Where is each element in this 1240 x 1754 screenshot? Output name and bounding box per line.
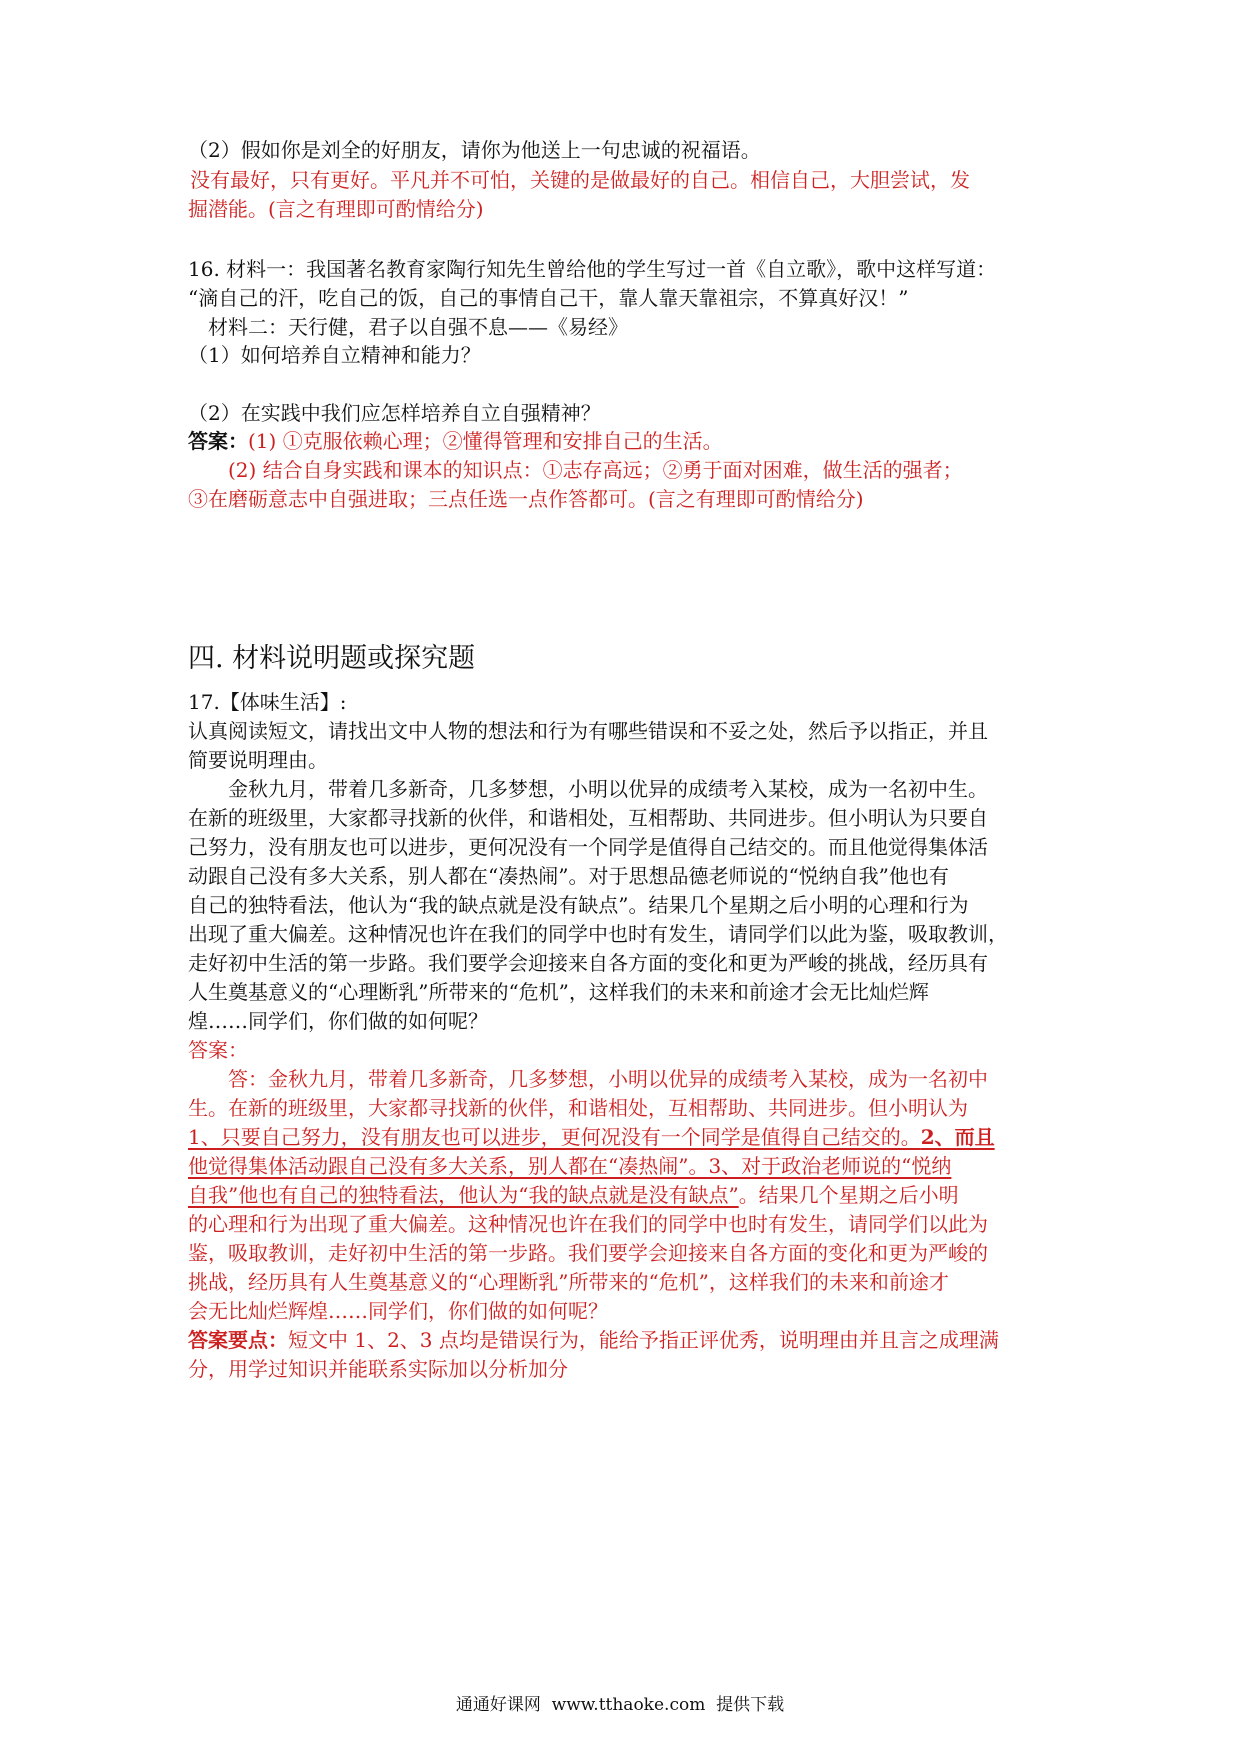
q17-error-point-2: 他觉得集体活动跟自己没有多大关系，别人都在“凑热闹”。: [188, 1154, 709, 1178]
q17-key-line2: 分，用学过知识并能联系实际加以分析加分: [188, 1357, 568, 1381]
q16-answer-label: 答案：: [188, 429, 248, 453]
q17-answer-line: 答：金秋九月，带着几多新奇，几多梦想，小明以优异的成绩考入某校，成为一名初中: [228, 1067, 988, 1091]
footer-site-name: 通通好课网: [455, 1695, 541, 1715]
q16-answer2-line1: (2) 结合自身实践和课本的知识点：①志存高远；②勇于面对困难，做生活的强者；: [228, 458, 963, 482]
q17-answer-continue: 。结果几个星期之后小明: [738, 1183, 959, 1207]
q16-material1-line1: 16. 材料一：我国著名教育家陶行知先生曾给他的学生写过一首《自立歌》，歌中这样写道：: [188, 257, 997, 281]
q17-passage-line: 出现了重大偏差。这种情况也许在我们的同学中也时有发生，请同学们以此为鉴，吸取教训，: [188, 922, 1008, 946]
q17-key-text: 短文中 1、2、3 点均是错误行为，能给予指正评优秀，说明理由并且言之成理满: [288, 1328, 999, 1352]
q16-answer-line1: [188, 426, 723, 456]
q16-material1-line2: “滴自己的汗，吃自己的饭，自己的事情自己干，靠人靠天靠祖宗，不算真好汉！”: [188, 286, 909, 310]
q17-answer-label: 答案：: [188, 1038, 248, 1062]
q16-question1: （1）如何培养自立精神和能力？: [188, 343, 481, 367]
q17-error-point-2-start: 2、而且: [920, 1125, 995, 1149]
q17-answer-line: 挑战，经历具有人生奠基意义的“心理断乳”所带来的“危机”，这样我们的未来和前途才: [188, 1270, 949, 1294]
q17-passage-line: 自己的独特看法，他认为“我的缺点就是没有缺点”。结果几个星期之后小明的心理和行为: [188, 893, 969, 917]
q17-answer-line: 鉴，吸取教训，走好初中生活的第一步路。我们要学会迎接来自各方面的变化和更为严峻的: [188, 1241, 988, 1265]
q17-error-point-1: 1、只要自己努力，没有朋友也可以进步，更何况没有一个同学是值得自己结交的。: [188, 1125, 921, 1149]
q17-error-point-3: 自我”他也有自己的独特看法，他认为“我的缺点就是没有缺点”: [188, 1183, 739, 1207]
q17-passage-line: 走好初中生活的第一步路。我们要学会迎接来自各方面的变化和更为严峻的挑战，经历具有: [188, 951, 988, 975]
q17-answer-line-4: [188, 1151, 951, 1181]
q17-answer-line: 生。在新的班级里，大家都寻找新的伙伴，和谐相处，互相帮助、共同进步。但小明认为: [188, 1096, 968, 1120]
q15-sub2-answer-line2: 掘潜能。(言之有理即可酌情给分): [188, 197, 484, 221]
q17-passage-line: 金秋九月，带着几多新奇，几多梦想，小明以优异的成绩考入某校，成为一名初中生。: [228, 777, 988, 801]
q17-title: 17.【体味生活】:: [188, 690, 347, 714]
q16-answer2-line2: ③在磨砺意志中自强进取；三点任选一点作答都可。(言之有理即可酌情给分): [188, 487, 864, 511]
section-heading: 四. 材料说明题或探究题: [188, 643, 476, 674]
q17-answer-line: 的心理和行为出现了重大偏差。这种情况也许在我们的同学中也时有发生，请同学们以此为: [188, 1212, 988, 1236]
footer-note: 提供下载: [716, 1695, 785, 1715]
q17-passage-line: 动跟自己没有多大关系，别人都在“凑热闹”。对于思想品德老师说的“悦纳自我”他也有: [188, 864, 949, 888]
q16-material2: 材料二：天行健，君子以自强不息——《易经》: [208, 315, 628, 339]
q17-instruction-line1: 认真阅读短文，请找出文中人物的想法和行为有哪些错误和不妥之处，然后予以指正，并且: [188, 719, 988, 743]
q17-answer-line-3: [188, 1122, 995, 1152]
q17-passage-line: 己努力，没有朋友也可以进步，更何况没有一个同学是值得自己结交的。而且他觉得集体活: [188, 835, 988, 859]
q15-sub2-answer-line1: 没有最好，只有更好。平凡并不可怕，关键的是做最好的自己。相信自己，大胆尝试，发: [190, 168, 970, 192]
q17-answer-line-5: [188, 1180, 959, 1210]
q17-passage-line: 人生奠基意义的“心理断乳”所带来的“危机”，这样我们的未来和前途才会无比灿烂辉: [188, 980, 929, 1004]
q17-key-line1: [188, 1325, 999, 1355]
q17-error-point-3-start: 3、对于政治老师说的“悦纳: [708, 1154, 952, 1178]
q17-passage-line: 在新的班级里，大家都寻找新的伙伴，和谐相处，互相帮助、共同进步。但小明认为只要自: [188, 806, 988, 830]
q16-answer1: (1) ①克服依赖心理；②懂得管理和安排自己的生活。: [248, 429, 723, 453]
q15-sub2-question: （2）假如你是刘全的好朋友，请你为他送上一句忠诚的祝福语。: [188, 138, 761, 162]
q16-question2: （2）在实践中我们应怎样培养自立自强精神？: [188, 401, 601, 425]
q17-answer-line: 会无比灿烂辉煌……同学们，你们做的如何呢？: [188, 1299, 608, 1323]
q17-instruction-line2: 简要说明理由。: [188, 748, 328, 772]
q17-passage-line: 煌……同学们，你们做的如何呢？: [188, 1009, 488, 1033]
page-footer: [0, 1693, 1240, 1717]
footer-url[interactable]: www.tthaoke.com: [551, 1695, 706, 1715]
q17-key-label: 答案要点：: [188, 1328, 288, 1352]
